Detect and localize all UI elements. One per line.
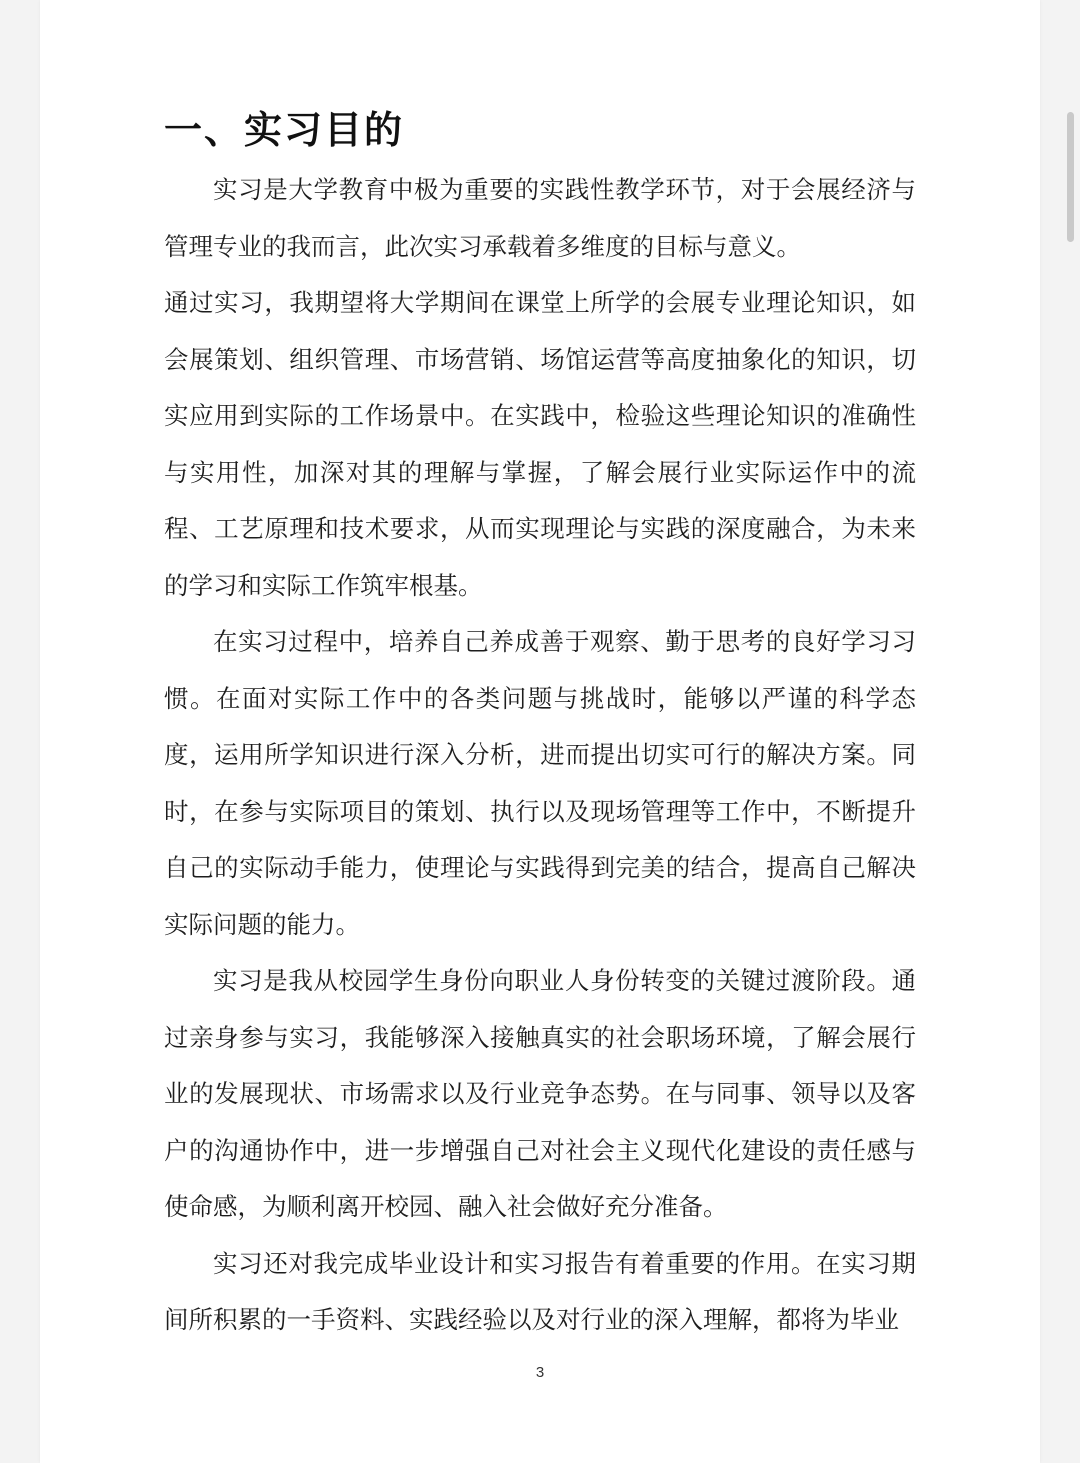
paragraph-2: 通过实习，我期望将大学期间在课堂上所学的会展专业理论知识，如会展策划、组织管理、市场营销、场馆运营等高度抽象化的知识，切实应用到实际的工作场景中。在实践中，检验这些理论知识的准确性与实用性，加深对其的理解与掌握，了解会展行业实际运作中的流程、工艺原理和技术要求，从而实现理论与实践的深度融合，为未来的学习和实际工作筑牢根基。: [164, 288, 916, 600]
scrollbar[interactable]: [1064, 0, 1080, 1463]
paragraph-4: 实习是我从校园学生身份向职业人身份转变的关键过渡阶段。通过亲身参与实习，我能够深入接触真实的社会职场环境，了解会展行业的发展现状、市场需求以及行业竞争态势。在与同事、领导以及客户的沟通协作中，进一步增强自己对社会主义现代化建设的责任感与使命感，为顺利离开校园、融入社会做好充分准备。: [164, 966, 916, 1221]
page-number: 3: [535, 1364, 545, 1381]
section-heading: 一、实习目的: [164, 108, 405, 152]
paragraph-3: 在实习过程中，培养自己养成善于观察、勤于思考的良好学习习惯。在面对实际工作中的各类问题与挑战时，能够以严谨的科学态度，运用所学知识进行深入分析，进而提出切实可行的解决方案。同时，在参与实际项目的策划、执行以及现场管理等工作中，不断提升自己的实际动手能力，使理论与实践得到完美的结合，提高自己解决实际问题的能力。: [164, 627, 916, 939]
page-content: [164, 100, 916, 1349]
document-page: [40, 0, 1040, 1463]
scrollbar-thumb[interactable]: [1067, 112, 1074, 242]
paragraph-1: 实习是大学教育中极为重要的实践性教学环节，对于会展经济与管理专业的我而言，此次实习承载着多维度的目标与意义。: [164, 175, 916, 261]
paragraph-5: 实习还对我完成毕业设计和实习报告有着重要的作用。在实习期间所积累的一手资料、实践经验以及对行业的深入理解，都将为毕业: [164, 1248, 916, 1334]
